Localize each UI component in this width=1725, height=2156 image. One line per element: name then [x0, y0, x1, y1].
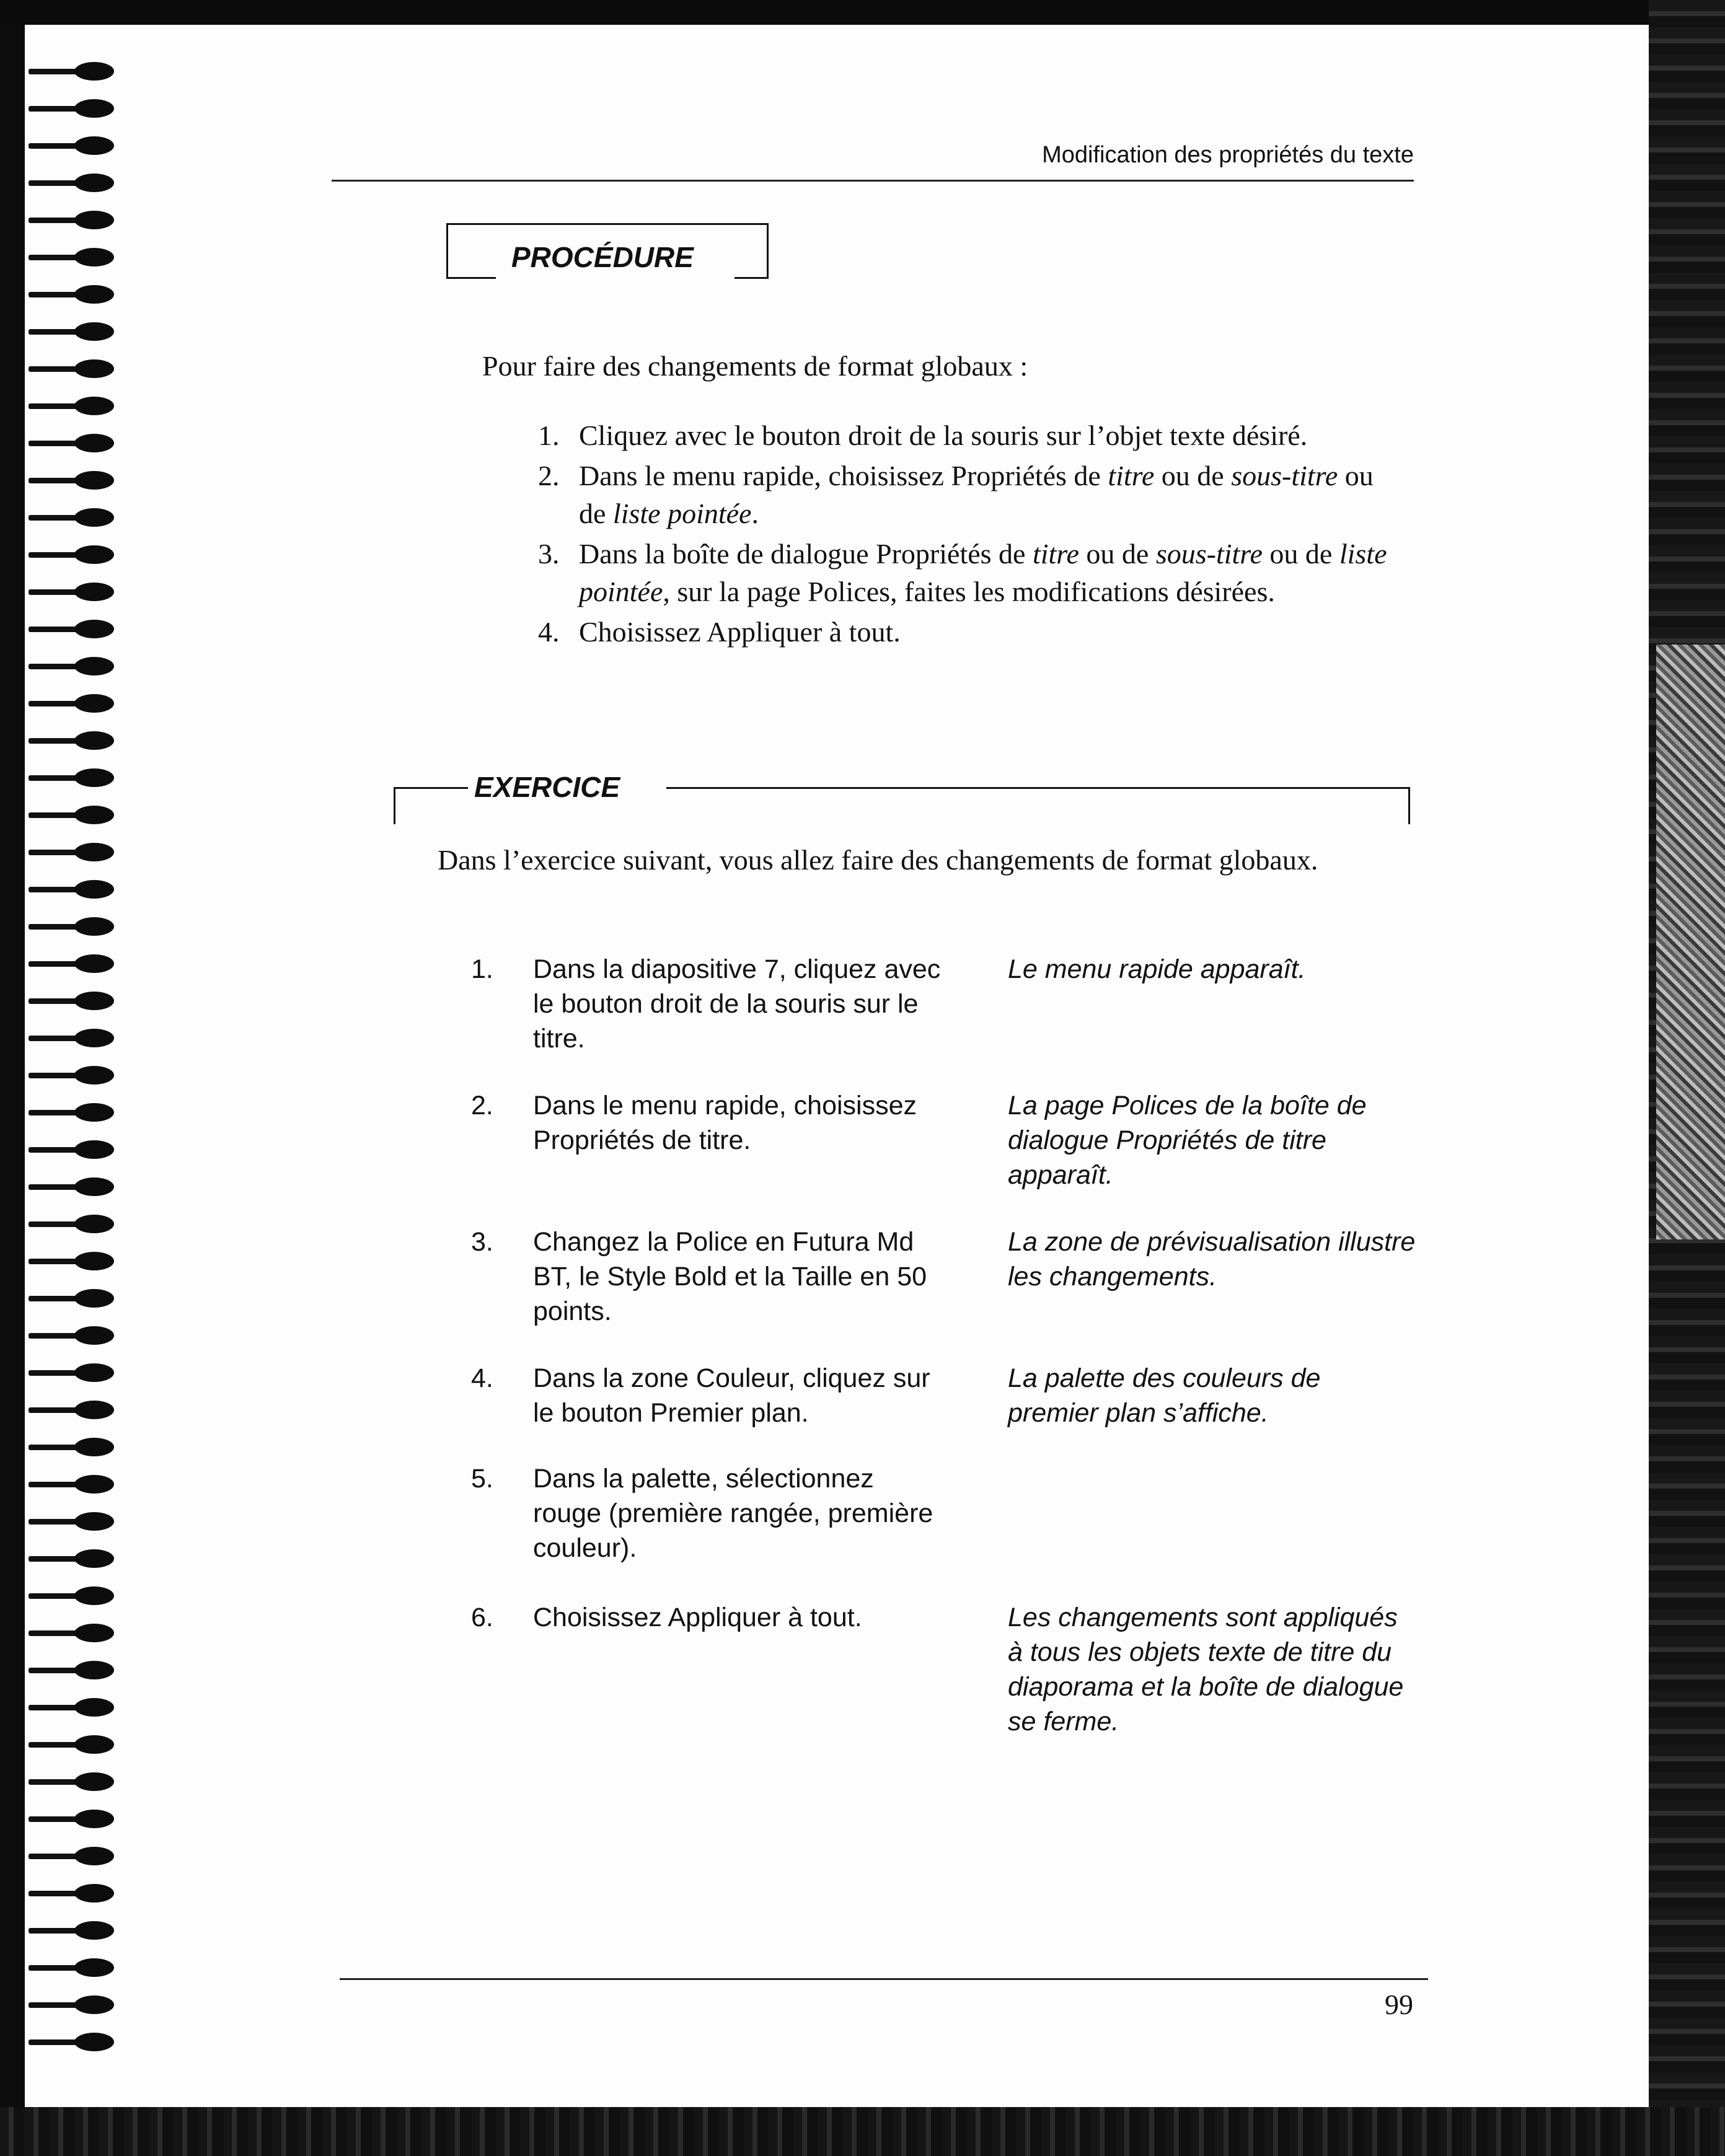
exercise-result: Les changements sont appliqués à tous les objets texte de titre du diaporama et la boîte de dialogue se ferme.	[1008, 1603, 1404, 1736]
binding-coil	[29, 2033, 115, 2051]
exercise-action: Dans la diapositive 7, cliquez avec le bouton droit de la souris sur le titre.	[533, 954, 941, 1054]
binding-coil	[29, 174, 115, 192]
scan-noise	[1656, 645, 1725, 1239]
binding-coil	[29, 992, 115, 1010]
scan-border-bottom	[0, 2107, 1725, 2156]
binding-coil	[29, 1029, 115, 1047]
binding-coil	[29, 471, 115, 490]
procedure-steps	[538, 416, 1406, 653]
binding-coil	[29, 1215, 115, 1233]
procedure-intro: Pour faire des changements de format globaux :	[482, 350, 1028, 382]
exercise-step: 5. Dans la palette, sélectionnez rouge (première rangée, première couleur).	[471, 1461, 1413, 1600]
binding-coil	[29, 359, 115, 378]
scan-border-top	[0, 0, 1725, 25]
binding-coil	[29, 1661, 115, 1679]
binding-coil	[29, 1735, 115, 1754]
binding-coil	[29, 545, 115, 564]
binding-coil	[29, 1810, 115, 1828]
binding-coil	[29, 1252, 115, 1270]
binding-coil	[29, 136, 115, 155]
binding-coil	[29, 1921, 115, 1940]
exercise-intro: Dans l’exercice suivant, vous allez faire des changements de format globaux.	[438, 844, 1318, 876]
exercise-step: 4. Dans la zone Couleur, cliquez sur le bouton Premier plan. La palette des couleurs de premier plan s’affiche.	[471, 1361, 1413, 1461]
binding-coil	[29, 1363, 115, 1382]
exercise-action: Dans le menu rapide, choisissez Propriétés de titre.	[533, 1091, 917, 1155]
binding-coil	[29, 657, 115, 675]
exercise-result: La page Polices de la boîte de dialogue Propriétés de titre apparaît.	[1008, 1091, 1367, 1190]
binding-coil	[29, 768, 115, 787]
binding-coil	[29, 397, 115, 415]
exercise-action: Dans la zone Couleur, cliquez sur le bouton Premier plan.	[533, 1363, 930, 1428]
exercise-action: Choisissez Appliquer à tout.	[533, 1603, 862, 1632]
binding-coil	[29, 1177, 115, 1196]
spiral-binding	[25, 62, 118, 2082]
binding-coil	[29, 1438, 115, 1456]
exercise-step: 6. Choisissez Appliquer à tout. Les changements sont appliqués à tous les objets texte de titre du diaporama et la boîte de dialogue se ferme.	[471, 1600, 1413, 1749]
binding-coil	[29, 954, 115, 973]
document-page	[25, 25, 1649, 2107]
binding-coil	[29, 1289, 115, 1308]
page-number: 99	[1385, 1989, 1413, 2020]
binding-coil	[29, 806, 115, 824]
binding-coil	[29, 1401, 115, 1419]
exercise-step: 3. Changez la Police en Futura Md BT, le Style Bold et la Taille en 50 points. La zone de prévisualisation illustre les changements.	[471, 1225, 1413, 1361]
procedure-step: 4. Choisissez Appliquer à tout.	[538, 616, 901, 648]
binding-coil	[29, 1066, 115, 1085]
binding-coil	[29, 1624, 115, 1642]
binding-coil	[29, 843, 115, 861]
exercise-result: Le menu rapide apparaît.	[1008, 954, 1306, 984]
procedure-step: 1. Cliquez avec le bouton droit de la souris sur l’objet texte désiré.	[538, 420, 1308, 451]
footer-rule	[340, 1978, 1428, 1980]
binding-coil	[29, 1586, 115, 1605]
exercise-step: 1. Dans la diapositive 7, cliquez avec le bouton droit de la souris sur le titre. Le menu rapide apparaît.	[471, 952, 1413, 1088]
binding-coil	[29, 1103, 115, 1122]
procedure-step: 2. Dans le menu rapide, choisissez Propriétés de titre ou de sous-titre ou de liste pointée.	[538, 460, 1374, 529]
procedure-step: 3. Dans la boîte de dialogue Propriétés de titre ou de sous-titre ou de liste pointée, sur la page Polices, faites les modifications désirées.	[538, 538, 1387, 607]
binding-coil	[29, 1772, 115, 1791]
exercise-result: La zone de prévisualisation illustre les changements.	[1008, 1227, 1416, 1291]
procedure-heading: PROCÉDURE	[511, 241, 694, 273]
exercise-steps	[471, 952, 1416, 1749]
binding-coil	[29, 1475, 115, 1494]
exercise-action: Dans la palette, sélectionnez rouge (première rangée, première couleur).	[533, 1464, 933, 1563]
binding-coil	[29, 285, 115, 304]
header-rule	[332, 180, 1414, 182]
binding-coil	[29, 1995, 115, 2014]
binding-coil	[29, 1140, 115, 1159]
binding-coil	[29, 1698, 115, 1717]
binding-coil	[29, 880, 115, 899]
binding-coil	[29, 1884, 115, 1903]
binding-coil	[29, 1847, 115, 1865]
binding-coil	[29, 322, 115, 341]
procedure-heading-box	[446, 223, 769, 279]
binding-coil	[29, 1549, 115, 1568]
binding-coil	[29, 1958, 115, 1977]
running-header: Modification des propriétés du texte	[1042, 142, 1414, 168]
exercise-step: 2. Dans le menu rapide, choisissez Propriétés de titre. La page Polices de la boîte de dialogue Propriétés de titre apparaît.	[471, 1088, 1413, 1225]
exercise-result: La palette des couleurs de premier plan s’affiche.	[1008, 1363, 1321, 1428]
binding-coil	[29, 1512, 115, 1531]
binding-coil	[29, 620, 115, 638]
binding-coil	[29, 583, 115, 601]
binding-coil	[29, 62, 115, 81]
exercise-heading-box	[394, 756, 1410, 824]
binding-coil	[29, 211, 115, 229]
exercise-heading: EXERCICE	[474, 771, 620, 803]
exercise-action: Changez la Police en Futura Md BT, le Style Bold et la Taille en 50 points.	[533, 1227, 927, 1326]
binding-coil	[29, 248, 115, 266]
binding-coil	[29, 917, 115, 936]
binding-coil	[29, 434, 115, 452]
binding-coil	[29, 694, 115, 713]
binding-coil	[29, 731, 115, 750]
binding-coil	[29, 99, 115, 118]
binding-coil	[29, 1326, 115, 1345]
binding-coil	[29, 508, 115, 527]
